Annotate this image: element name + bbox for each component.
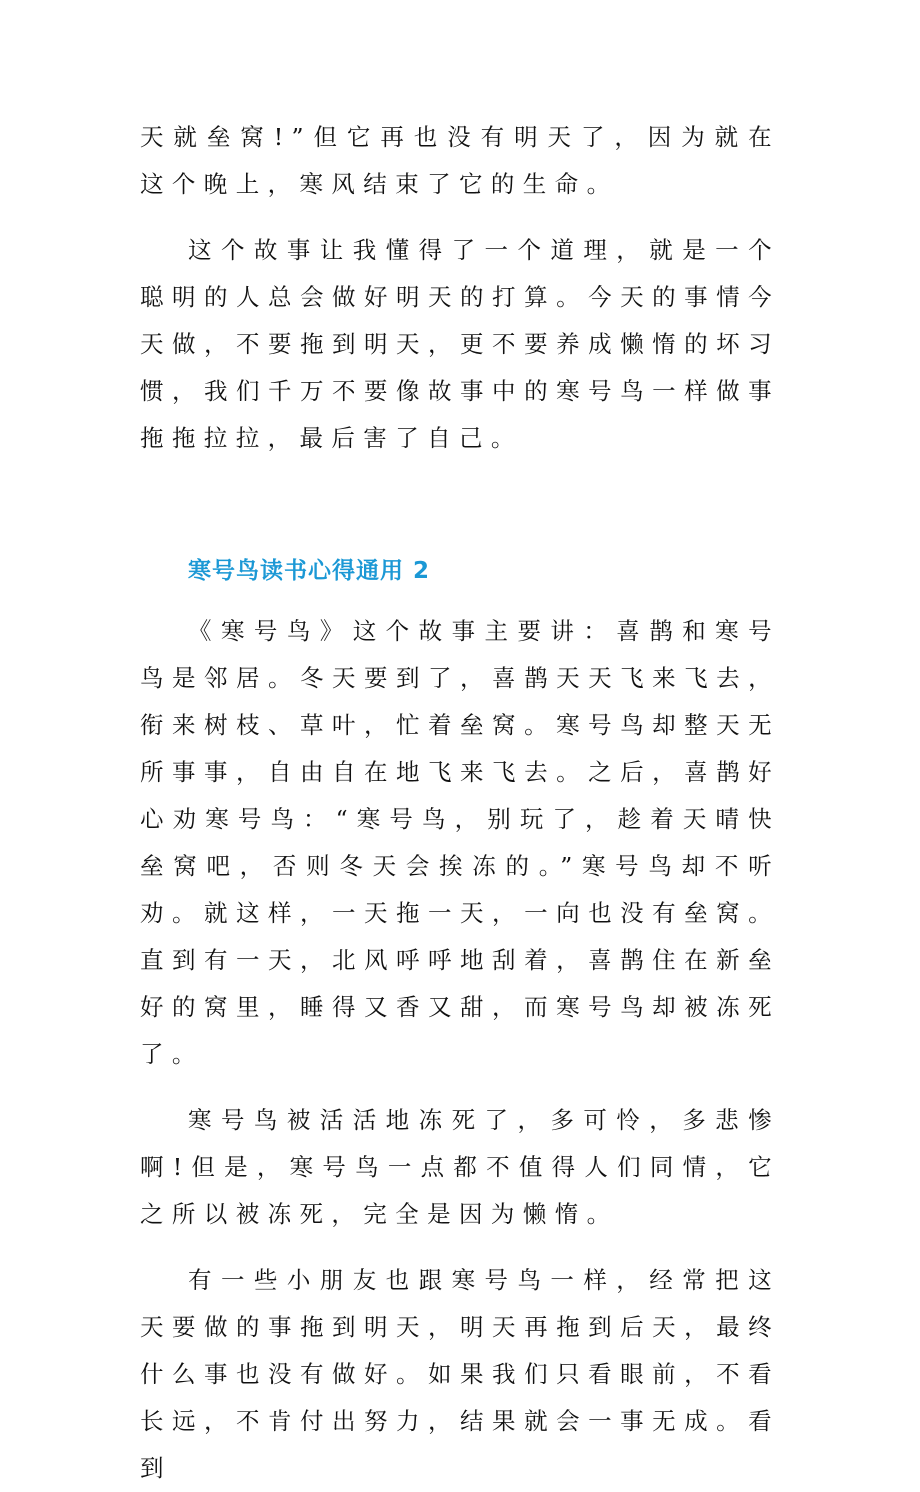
paragraph-children-lesson: 有一些小朋友也跟寒号鸟一样，经常把这天要做的事拖到明天，明天再拖到后天，最终什么事也没有做好。如果我们只看眼前，不看长远，不肯付出努力，结果就会一事无成。看到 (140, 1266, 780, 1482)
paragraph-story-summary: 《寒号鸟》这个故事主要讲：喜鹊和寒号鸟是邻居。冬天要到了，喜鹊天天飞来飞去，衔来树枝、草叶，忙着垒窝。寒号鸟却整天无所事事，自由自在地飞来飞去。之后，喜鹊好心劝寒号鸟：“寒号鸟，别玩了，趁着天晴快垒窝吧，否则冬天会挨冻的。”寒号鸟却不听劝。就这样，一天拖一天，一向也没有垒窝。直到有一天，北风呼呼地刮着，喜鹊住在新垒好的窝里，睡得又香又甜，而寒号鸟却被冻死了。 (140, 617, 780, 1068)
section-heading: 寒号鸟读书心得通用 2 (188, 558, 431, 584)
heading-spacer (140, 586, 780, 608)
paragraph-story-ending: 天就垒窝!”但它再也没有明天了，因为就在这个晚上，寒风结束了它的生命。 (140, 123, 780, 198)
paragraph-lesson: 这个故事让我懂得了一个道理，就是一个聪明的人总会做好明天的打算。今天的事情今天做，不要拖到明天，更不要养成懒惰的坏习惯，我们千万不要像故事中的寒号鸟一样做事拖拖拉拉，最后害了自己。 (140, 236, 780, 452)
paragraph-spacer (140, 208, 780, 227)
paragraph-spacer (140, 1078, 780, 1097)
section-spacer (140, 462, 780, 556)
paragraph-reflection: 寒号鸟被活活地冻死了，多可怜，多悲惨啊!但是，寒号鸟一点都不值得人们同情，它之所以被冻死，完全是因为懒惰。 (140, 1106, 780, 1228)
paragraph-spacer (140, 1238, 780, 1257)
document-page (140, 114, 780, 1492)
